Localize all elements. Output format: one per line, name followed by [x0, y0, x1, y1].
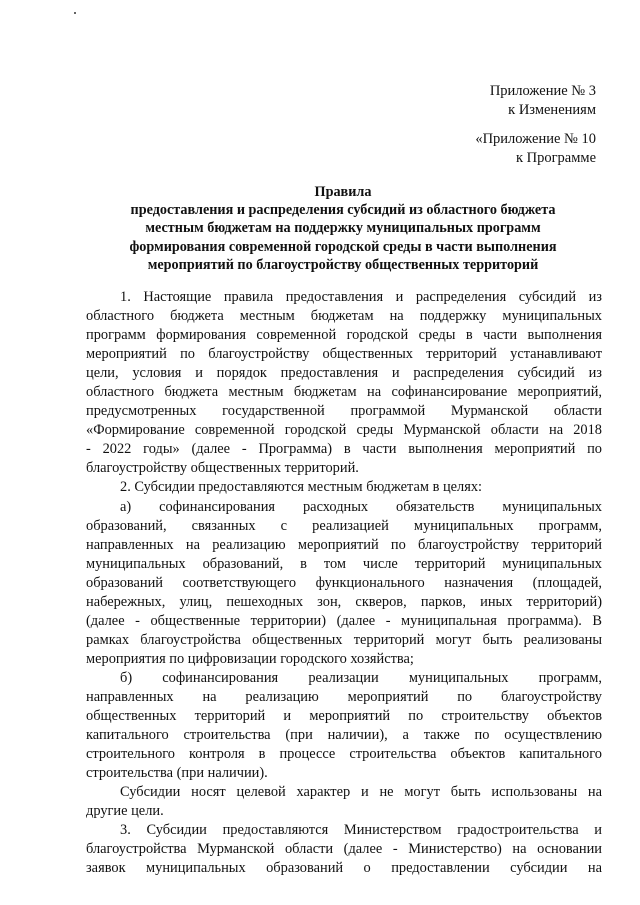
body-line: строительства (при наличии).	[86, 765, 268, 782]
body-line: цели, условия и порядок предоставления и распределения субсидий из	[86, 365, 602, 382]
title-line: мероприятий по благоустройству общественных территорий	[147, 256, 539, 273]
appendix-reference	[490, 82, 596, 120]
title-line: Правила	[314, 184, 372, 200]
appendix-number: Приложение № 3	[489, 83, 596, 99]
body-line: капитального строительства (при наличии), а также по осуществлению	[86, 727, 602, 744]
body-line: предусмотренных государственной программой Мурманской области	[86, 403, 602, 420]
title-line: местным бюджетам на поддержку муниципальных программ	[145, 220, 541, 237]
body-line: 2. Субсидии предоставляются местным бюджетам в целях:	[120, 479, 483, 496]
title-line: формирования современной городской среды в части выполнения	[129, 238, 557, 255]
body-line: образований, связанных с реализацией муниципальных программ,	[86, 517, 602, 534]
body-line: областного бюджета местным бюджетам на поддержку муниципальных	[86, 308, 602, 325]
appendix-target: к Изменениям	[508, 102, 596, 118]
body-line: направленных на реализацию мероприятий по благоустройству территорий	[86, 536, 602, 553]
program-appendix-number: «Приложение № 10	[475, 131, 596, 147]
body-line: областного бюджета местным бюджетам на софинансирование мероприятий,	[86, 384, 602, 401]
body-line: образований соответствующего функционального назначения (площадей,	[86, 574, 602, 591]
body-line: благоустройства Мурманской области (далее - Министерство) на основании	[86, 841, 602, 858]
body-line: «Формирование современной городской среды Мурманской области на 2018	[86, 422, 602, 439]
body-line: - 2022 годы» (далее - Программа) в части выполнения мероприятий по	[86, 441, 602, 458]
body-line: набережных, улиц, пешеходных зон, скверов, парков, иных территорий)	[86, 593, 602, 610]
body-line: программ формирования современной городской среды в части выполнения	[86, 327, 602, 344]
body-line: а) софинансирования расходных обязательств муниципальных	[120, 498, 602, 515]
body-line: общественных территорий и мероприятий по строительству объектов	[86, 708, 602, 725]
body-line: б) софинансирования реализации муниципальных программ,	[120, 669, 602, 686]
body-line: строительного контроля в процессе строительства объектов капитального	[86, 746, 602, 763]
body-line: (далее - общественные территории) (далее - муниципальная программа). В	[86, 612, 602, 629]
program-appendix-reference	[475, 130, 596, 168]
body-line: Субсидии носят целевой характер и не могут быть использованы на	[120, 784, 602, 801]
document-body	[86, 288, 602, 878]
document-title	[86, 183, 600, 274]
title-line: предоставления и распределения субсидий из областного бюджета	[130, 202, 556, 219]
body-line: благоустройству общественных территорий.	[86, 460, 359, 477]
body-line: мероприятия по цифровизации городского хозяйства;	[86, 650, 414, 667]
body-line: направленных на реализацию мероприятий по благоустройству	[86, 688, 602, 705]
body-line: заявок муниципальных образований о предоставлении субсидии на	[86, 860, 602, 877]
body-line: рамках благоустройства общественных территорий могут быть реализованы	[86, 631, 602, 648]
body-line: другие цели.	[86, 803, 164, 820]
body-line: 3. Субсидии предоставляются Министерством градостроительства и	[120, 822, 602, 839]
body-line: муниципальных образований, в том числе территорий муниципальных	[86, 555, 602, 572]
scan-speck	[74, 12, 76, 14]
body-line: 1. Настоящие правила предоставления и распределения субсидий из	[120, 289, 602, 305]
body-line: мероприятий по благоустройству общественных территорий устанавливают	[86, 346, 602, 363]
program-appendix-target: к Программе	[515, 150, 596, 166]
